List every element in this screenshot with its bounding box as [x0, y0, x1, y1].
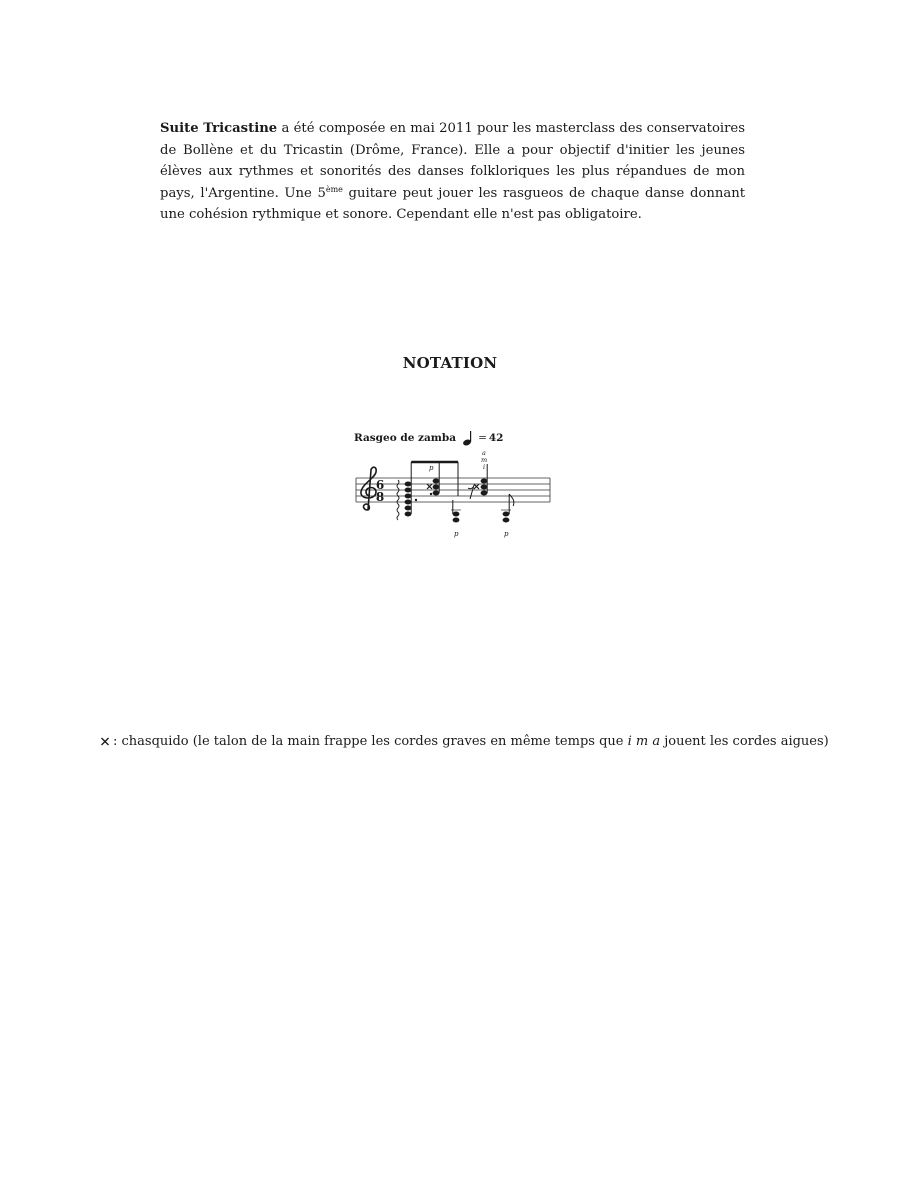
- footnote-text-1: : chasquido (le talon de la main frappe les cordes graves en même temps que: [113, 734, 628, 749]
- chord-2: [427, 462, 439, 496]
- treble-clef-icon: [361, 467, 376, 510]
- eighth-rest-icon: [468, 485, 474, 499]
- intro-superscript: ème: [325, 184, 343, 194]
- bass-note-1: [451, 462, 461, 538]
- finger-a: a: [482, 449, 486, 457]
- intro-text-part1: a été composée en mai 2011 pour les masterclass des conservatoires de Bollène et du Tricastin (Drôme, France). Elle a pour objectif d'initier les jeunes élèves aux rythmes et sonorités des danses folkloriques les plus répandues de mon pays, l'Argentine. Une 5: [160, 121, 745, 201]
- chasquido-x-icon-2: [474, 484, 479, 489]
- time-signature-top: 6: [375, 478, 385, 492]
- chasquido-footnote: [100, 734, 829, 749]
- finger-p-bass-1: p: [454, 530, 459, 538]
- finger-i: i: [483, 463, 486, 471]
- notation-heading: NOTATION: [402, 354, 498, 372]
- footnote-fingers: i m a: [627, 734, 661, 749]
- rasgueo-label: Rasgeo de zamba: [354, 432, 457, 444]
- chasquido-x-icon: [100, 736, 110, 746]
- arpeggio-wiggle: [397, 480, 399, 520]
- finger-m: m: [481, 456, 488, 464]
- staff-lines: [356, 478, 550, 502]
- time-signature-bottom: 8: [375, 490, 385, 504]
- rasgueo-example-score: [350, 448, 560, 548]
- chord-1: [397, 462, 417, 520]
- chord-3: [474, 449, 487, 496]
- quarter-note-icon: [462, 430, 476, 446]
- intro-paragraph: [160, 118, 745, 226]
- chasquido-x-icon: [427, 484, 432, 489]
- tempo-value: 42: [488, 432, 504, 444]
- finger-p-upper: p: [429, 464, 434, 472]
- suite-title: Suite Tricastine: [160, 121, 278, 136]
- finger-p-bass-2: p: [504, 530, 509, 538]
- intro-text-part2: guitare peut jouer les rasgueos de chaque danse donnant une cohésion rythmique et sonore. Cependant elle n'est pas obligatoire.: [160, 185, 745, 222]
- footnote-text-2: jouent les cordes aigues): [660, 734, 829, 749]
- bass-note-2: [501, 494, 514, 538]
- tempo-marking: [354, 430, 504, 446]
- tempo-equals: =: [478, 432, 487, 444]
